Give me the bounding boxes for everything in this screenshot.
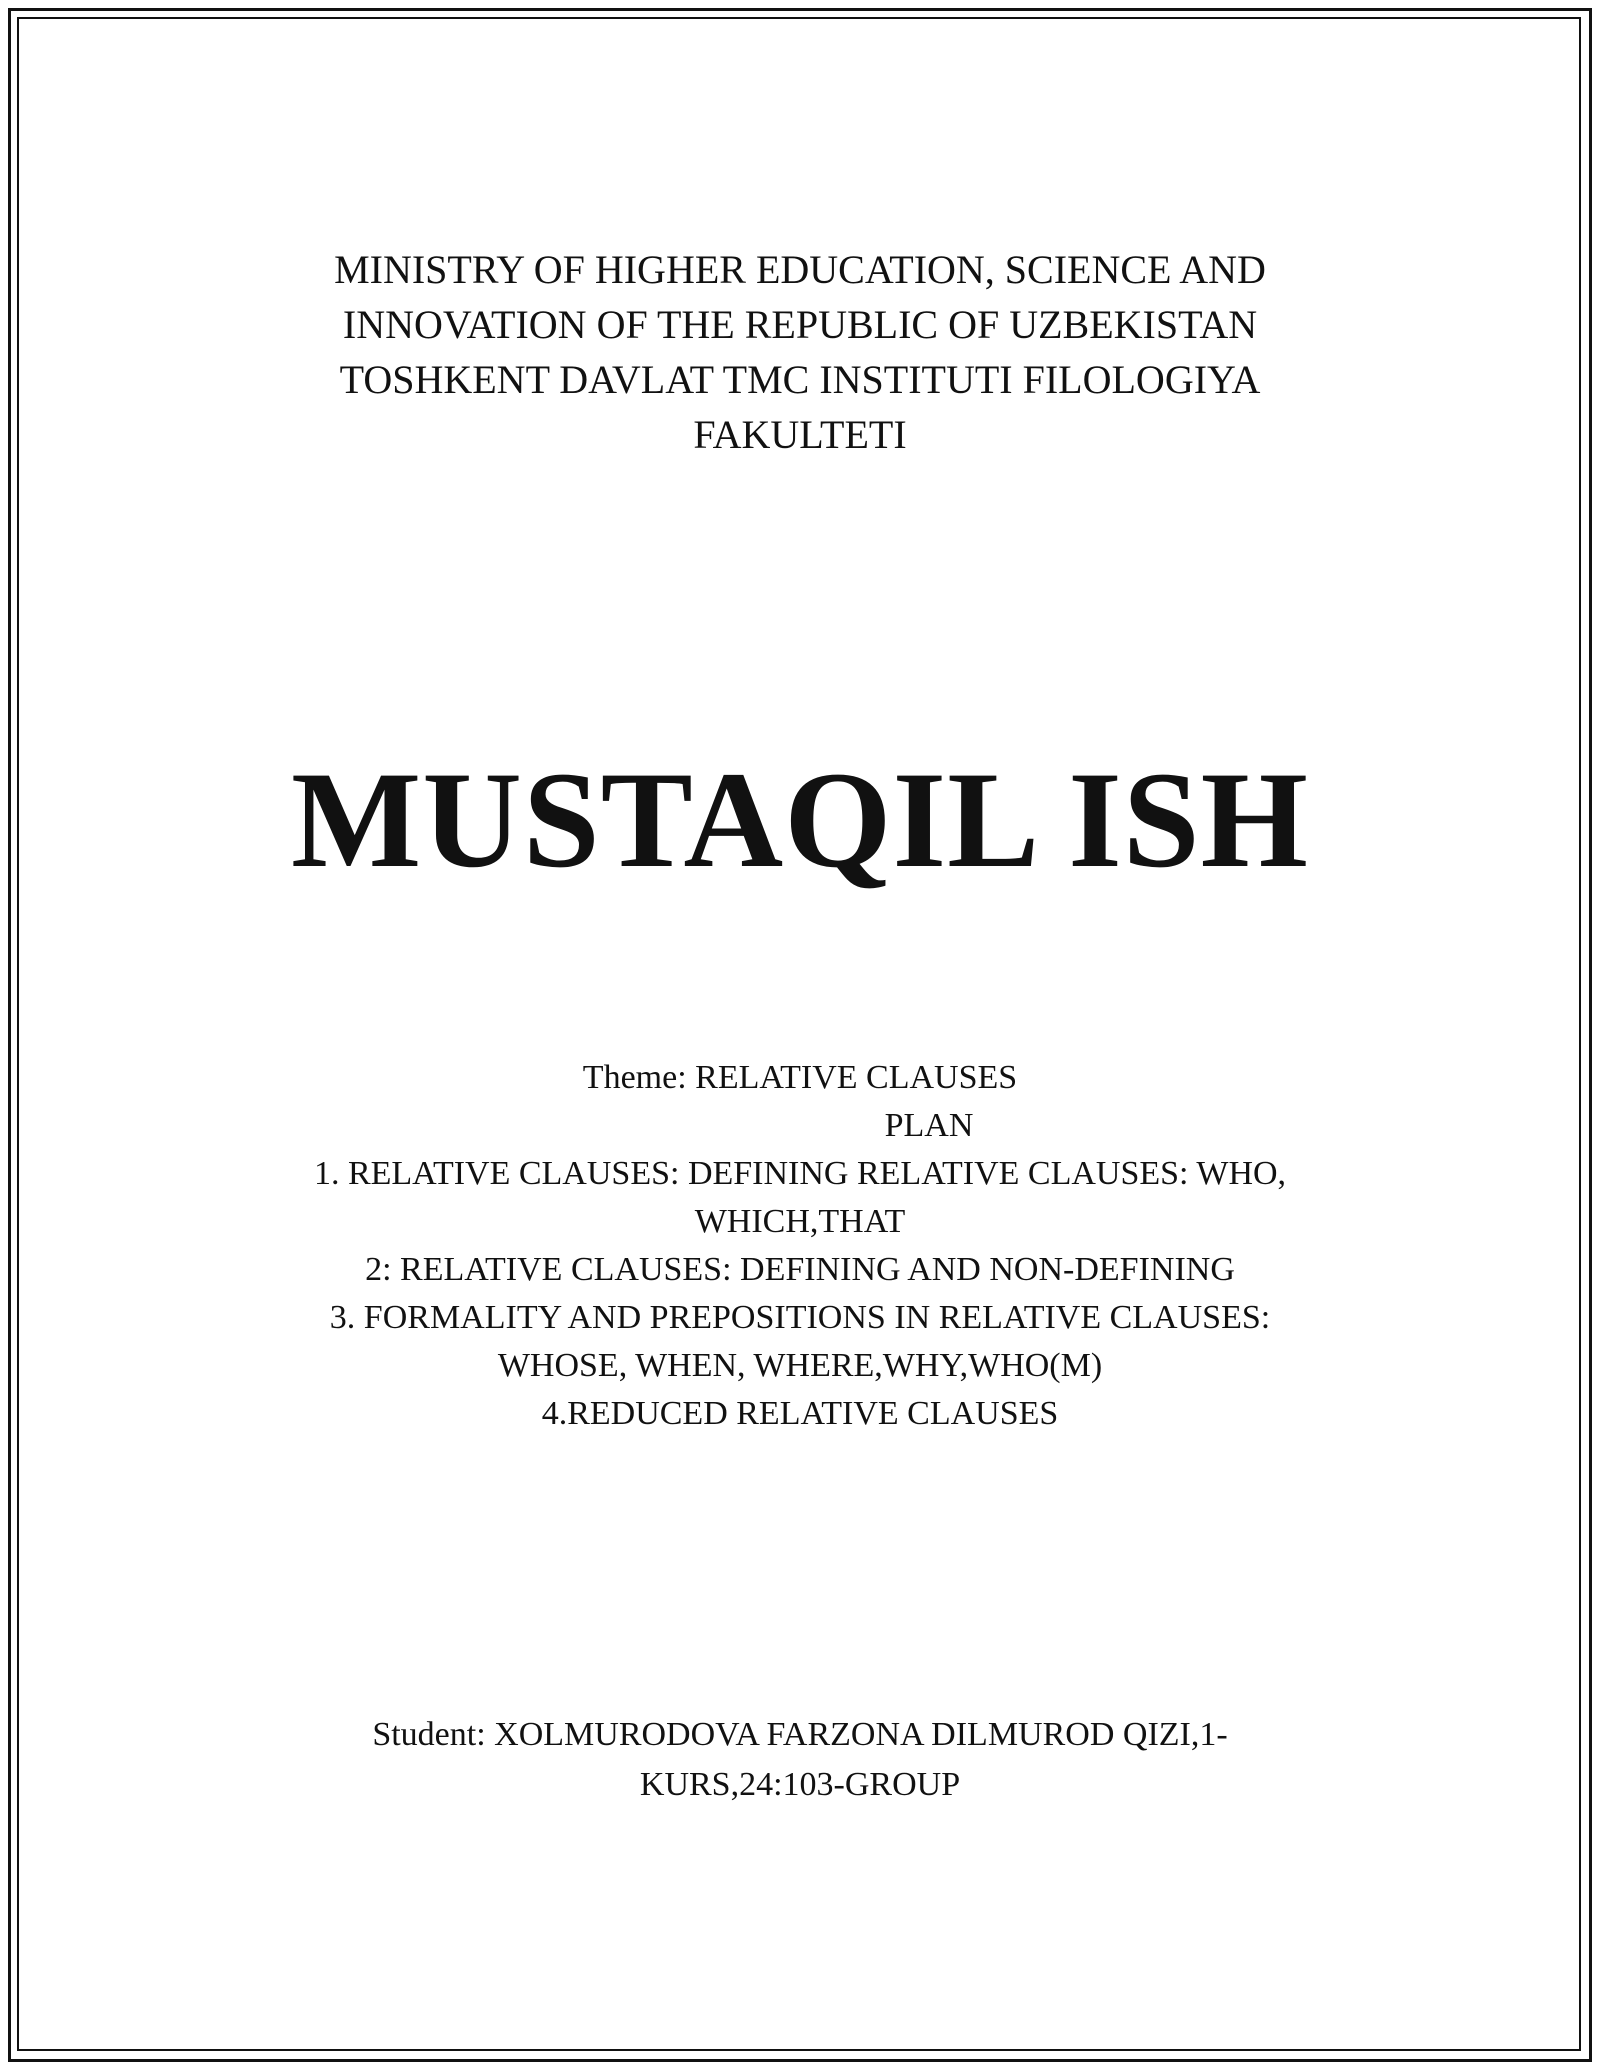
header-line: INNOVATION OF THE REPUBLIC OF UZBEKISTAN — [342, 302, 1258, 347]
header-line: FAKULTETI — [693, 412, 907, 457]
plan-item: WHOSE, WHEN, WHERE,WHY,WHO(M) — [497, 1347, 1103, 1384]
plan-item: 3. FORMALITY AND PREPOSITIONS IN RELATIVE CLAUSES: — [329, 1299, 1271, 1336]
plan-item: 1. RELATIVE CLAUSES: DEFINING RELATIVE CLAUSES: WHO, — [313, 1155, 1287, 1192]
plan-item: 4.REDUCED RELATIVE CLAUSES — [541, 1395, 1059, 1432]
header-line: MINISTRY OF HIGHER EDUCATION, SCIENCE AND — [334, 247, 1266, 292]
theme-and-plan — [0, 1054, 1600, 1438]
plan-heading: PLAN — [884, 1107, 974, 1144]
plan-item: 2: RELATIVE CLAUSES: DEFINING AND NON-DEFINING — [365, 1251, 1235, 1288]
theme-line: Theme: RELATIVE CLAUSES — [582, 1059, 1018, 1096]
header-line: TOSHKENT DAVLAT TMC INSTITUTI FILOLOGIYA — [339, 357, 1261, 402]
institution-header — [0, 242, 1600, 462]
student-info — [0, 1710, 1600, 1810]
student-line: Student: XOLMURODOVA FARZONA DILMUROD QIZI,1- — [372, 1716, 1228, 1753]
document-title: MUSTAQIL ISH — [291, 743, 1309, 896]
student-line: KURS,24:103-GROUP — [639, 1766, 961, 1803]
plan-item: WHICH,THAT — [694, 1203, 906, 1240]
